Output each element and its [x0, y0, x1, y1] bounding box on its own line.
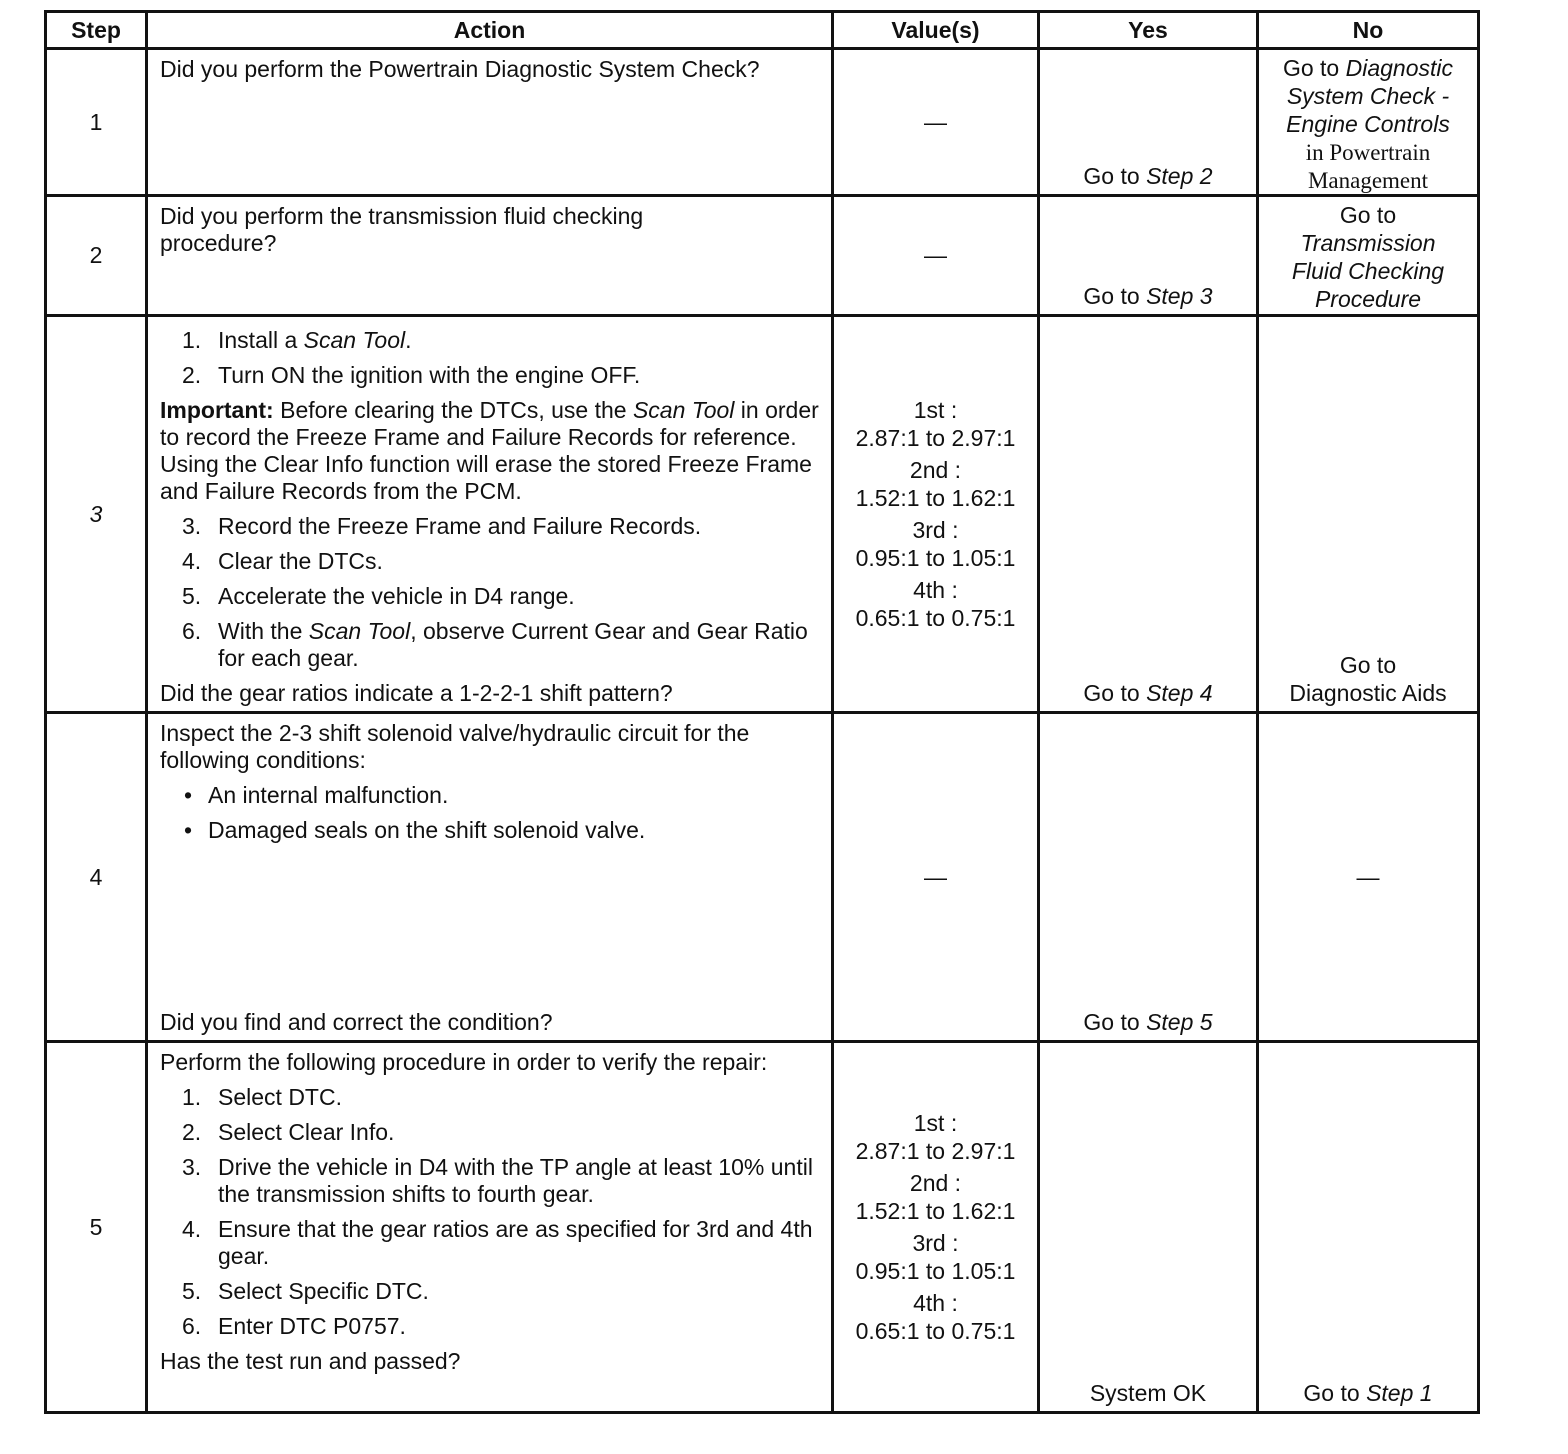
action-cell: [147, 196, 833, 316]
item-text: An internal malfunction.: [208, 782, 449, 808]
table-row: [46, 196, 1479, 316]
item-text-post: , observe Current Gear and Gear Ratio for each gear.: [218, 618, 808, 671]
item-text: Clear the DTCs.: [218, 548, 383, 574]
gear-range: 0.95:1 to 1.05:1: [855, 1258, 1016, 1284]
step-number: [46, 316, 147, 713]
item-text-em: Scan Tool: [308, 618, 411, 644]
item-number: 1.: [182, 327, 202, 353]
header-yes: Yes: [1039, 12, 1258, 49]
item-number: 6.: [182, 618, 202, 644]
item-text-pre: With the: [218, 618, 309, 644]
list-item: [160, 1154, 821, 1208]
no-serif-2: Management: [1307, 168, 1429, 193]
gear-label: 3rd :: [912, 517, 959, 543]
gear-range: 2.87:1 to 2.97:1: [855, 1138, 1016, 1164]
yes-prefix: Go to: [1083, 1009, 1147, 1035]
procedure-list: [160, 1084, 821, 1340]
no-link-2: System Check -: [1286, 83, 1450, 109]
step-number-text: 3: [89, 500, 103, 527]
yes-prefix: Go to: [1083, 680, 1147, 706]
item-text: Select Specific DTC.: [218, 1278, 429, 1304]
no-prefix: Go to: [1282, 55, 1346, 81]
important-post: in order to record the Freeze Frame and Failure Records for reference. Using the Clear Info function will erase the stored Freeze Frame and Failure Records from the PCM.: [160, 397, 819, 504]
header-row: [46, 12, 1479, 49]
item-number: 3.: [182, 1154, 202, 1180]
list-item: [160, 618, 821, 672]
intro: Perform the following procedure in order to verify the repair:: [160, 1049, 768, 1075]
step-number: 2: [46, 196, 147, 316]
no-link-3: Procedure: [1314, 286, 1422, 312]
question: Did the gear ratios indicate a 1-2-2-1 shift pattern?: [160, 680, 673, 706]
action-cell: [147, 1042, 833, 1413]
item-text: Enter DTC P0757.: [218, 1313, 406, 1339]
question: Has the test run and passed?: [160, 1348, 461, 1374]
item-text: Select DTC.: [218, 1084, 342, 1110]
gear-value: [834, 516, 1037, 572]
yes-cell: [1039, 316, 1258, 713]
gear-range: 0.95:1 to 1.05:1: [855, 545, 1016, 571]
list-item: [160, 548, 821, 575]
no-cell: [1258, 1042, 1479, 1413]
no-cell: —: [1258, 713, 1479, 1042]
item-text: Turn ON the ignition with the engine OFF.: [218, 362, 641, 388]
item-text: Drive the vehicle in D4 with the TP angle at least 10% until the transmission shifts to fourth gear.: [218, 1154, 813, 1207]
no-link-2: Fluid Checking: [1291, 258, 1445, 284]
item-number: 1.: [182, 1084, 202, 1110]
list-item: [160, 1084, 821, 1111]
important-note: [160, 397, 821, 505]
item-number: 5.: [182, 583, 202, 609]
item-number: 4.: [182, 548, 202, 574]
action-cell: [147, 49, 833, 196]
item-number: 2.: [182, 362, 202, 388]
gear-label: 1st :: [913, 1110, 958, 1136]
yes-step-link: Step 4: [1146, 680, 1213, 706]
no-prefix: Go to: [1339, 652, 1397, 678]
important-pre: Before clearing the DTCs, use the: [273, 397, 633, 423]
table-row: [46, 49, 1479, 196]
yes-step-link: Step 5: [1146, 1009, 1213, 1035]
no-prefix: Go to: [1339, 202, 1397, 228]
steps-list-b: [160, 513, 821, 672]
list-item: [160, 1119, 821, 1146]
gear-range: 0.65:1 to 0.75:1: [855, 605, 1016, 631]
yes-step-link: Step 2: [1146, 163, 1213, 189]
list-item: [160, 817, 821, 844]
item-text: Select Clear Info.: [218, 1119, 395, 1145]
no-prefix: Go to: [1303, 1380, 1367, 1406]
intro: Inspect the 2-3 shift solenoid valve/hydraulic circuit for the following conditions:: [160, 720, 750, 773]
list-item: [160, 782, 821, 809]
item-text-em: Scan Tool: [303, 327, 406, 353]
item-number: 4.: [182, 1216, 202, 1242]
bullet-icon: •: [184, 817, 193, 843]
step-number: 5: [46, 1042, 147, 1413]
no-link-1: Transmission: [1300, 230, 1436, 256]
gear-label: 2nd :: [909, 457, 962, 483]
gear-label: 1st :: [913, 397, 958, 423]
table-row: [46, 1042, 1479, 1413]
item-number: 3.: [182, 513, 202, 539]
item-text-post: .: [405, 327, 412, 353]
step-number: 4: [46, 713, 147, 1042]
no-link: Diagnostic Aids: [1289, 680, 1447, 706]
no-serif-1: in Powertrain: [1305, 140, 1431, 165]
item-number: 6.: [182, 1313, 202, 1339]
list-item: [160, 1313, 821, 1340]
list-item: [160, 362, 821, 389]
no-cell: [1258, 49, 1479, 196]
diagnostic-table: [44, 10, 1480, 1414]
gear-value: [834, 1169, 1037, 1225]
yes-prefix: Go to: [1083, 283, 1147, 309]
list-item: [160, 583, 821, 610]
values-cell: —: [833, 713, 1039, 1042]
item-number: 2.: [182, 1119, 202, 1145]
action-cell: [147, 316, 833, 713]
list-item: [160, 1216, 821, 1270]
action-text-2: procedure?: [160, 230, 277, 256]
question: Did you find and correct the condition?: [160, 1009, 553, 1035]
gear-value: [834, 396, 1037, 452]
gear-label: 4th :: [913, 577, 958, 603]
item-number: 5.: [182, 1278, 202, 1304]
item-text: Ensure that the gear ratios are as specified for 3rd and 4th gear.: [218, 1216, 813, 1269]
item-text: Accelerate the vehicle in D4 range.: [218, 583, 575, 609]
header-step: Step: [46, 12, 147, 49]
gear-range: 1.52:1 to 1.62:1: [855, 1198, 1016, 1224]
yes-step-link: Step 3: [1146, 283, 1213, 309]
gear-label: 2nd :: [909, 1170, 962, 1196]
item-text: Damaged seals on the shift solenoid valve.: [208, 817, 646, 843]
gear-value: [834, 1289, 1037, 1345]
yes-cell: System OK: [1039, 1042, 1258, 1413]
item-text: Record the Freeze Frame and Failure Records.: [218, 513, 702, 539]
gear-label: 3rd :: [912, 1230, 959, 1256]
list-item: [160, 513, 821, 540]
header-no: No: [1258, 12, 1479, 49]
list-item: [160, 1278, 821, 1305]
table-row: [46, 713, 1479, 1042]
table-row: [46, 316, 1479, 713]
important-em: Scan Tool: [632, 397, 735, 423]
yes-cell: [1039, 196, 1258, 316]
gear-range: 1.52:1 to 1.62:1: [855, 485, 1016, 511]
gear-label: 4th :: [913, 1290, 958, 1316]
gear-value: [834, 1109, 1037, 1165]
action-cell: [147, 713, 833, 1042]
no-link-1: Diagnostic: [1345, 55, 1454, 81]
header-action: Action: [147, 12, 833, 49]
values-cell: [833, 1042, 1039, 1413]
list-item: [160, 327, 821, 354]
no-step-link: Step 1: [1366, 1380, 1433, 1406]
conditions-list: [160, 782, 821, 844]
step-number: 1: [46, 49, 147, 196]
header-values: Value(s): [833, 12, 1039, 49]
no-cell: [1258, 196, 1479, 316]
steps-list-a: [160, 327, 821, 389]
action-text-1: Did you perform the transmission fluid checking: [160, 203, 644, 229]
gear-value: [834, 1229, 1037, 1285]
values-cell: [833, 316, 1039, 713]
values-cell: —: [833, 49, 1039, 196]
gear-range: 2.87:1 to 2.97:1: [855, 425, 1016, 451]
yes-cell: [1039, 49, 1258, 196]
bullet-icon: •: [184, 782, 193, 808]
gear-range: 0.65:1 to 0.75:1: [855, 1318, 1016, 1344]
no-cell: [1258, 316, 1479, 713]
yes-cell: [1039, 713, 1258, 1042]
gear-value: [834, 576, 1037, 632]
item-text-pre: Install a: [218, 327, 304, 353]
action-text: Did you perform the Powertrain Diagnostic System Check?: [160, 56, 760, 82]
important-label: Important:: [160, 397, 274, 423]
yes-prefix: Go to: [1083, 163, 1147, 189]
values-cell: —: [833, 196, 1039, 316]
gear-value: [834, 456, 1037, 512]
no-link-3: Engine Controls: [1286, 111, 1450, 137]
